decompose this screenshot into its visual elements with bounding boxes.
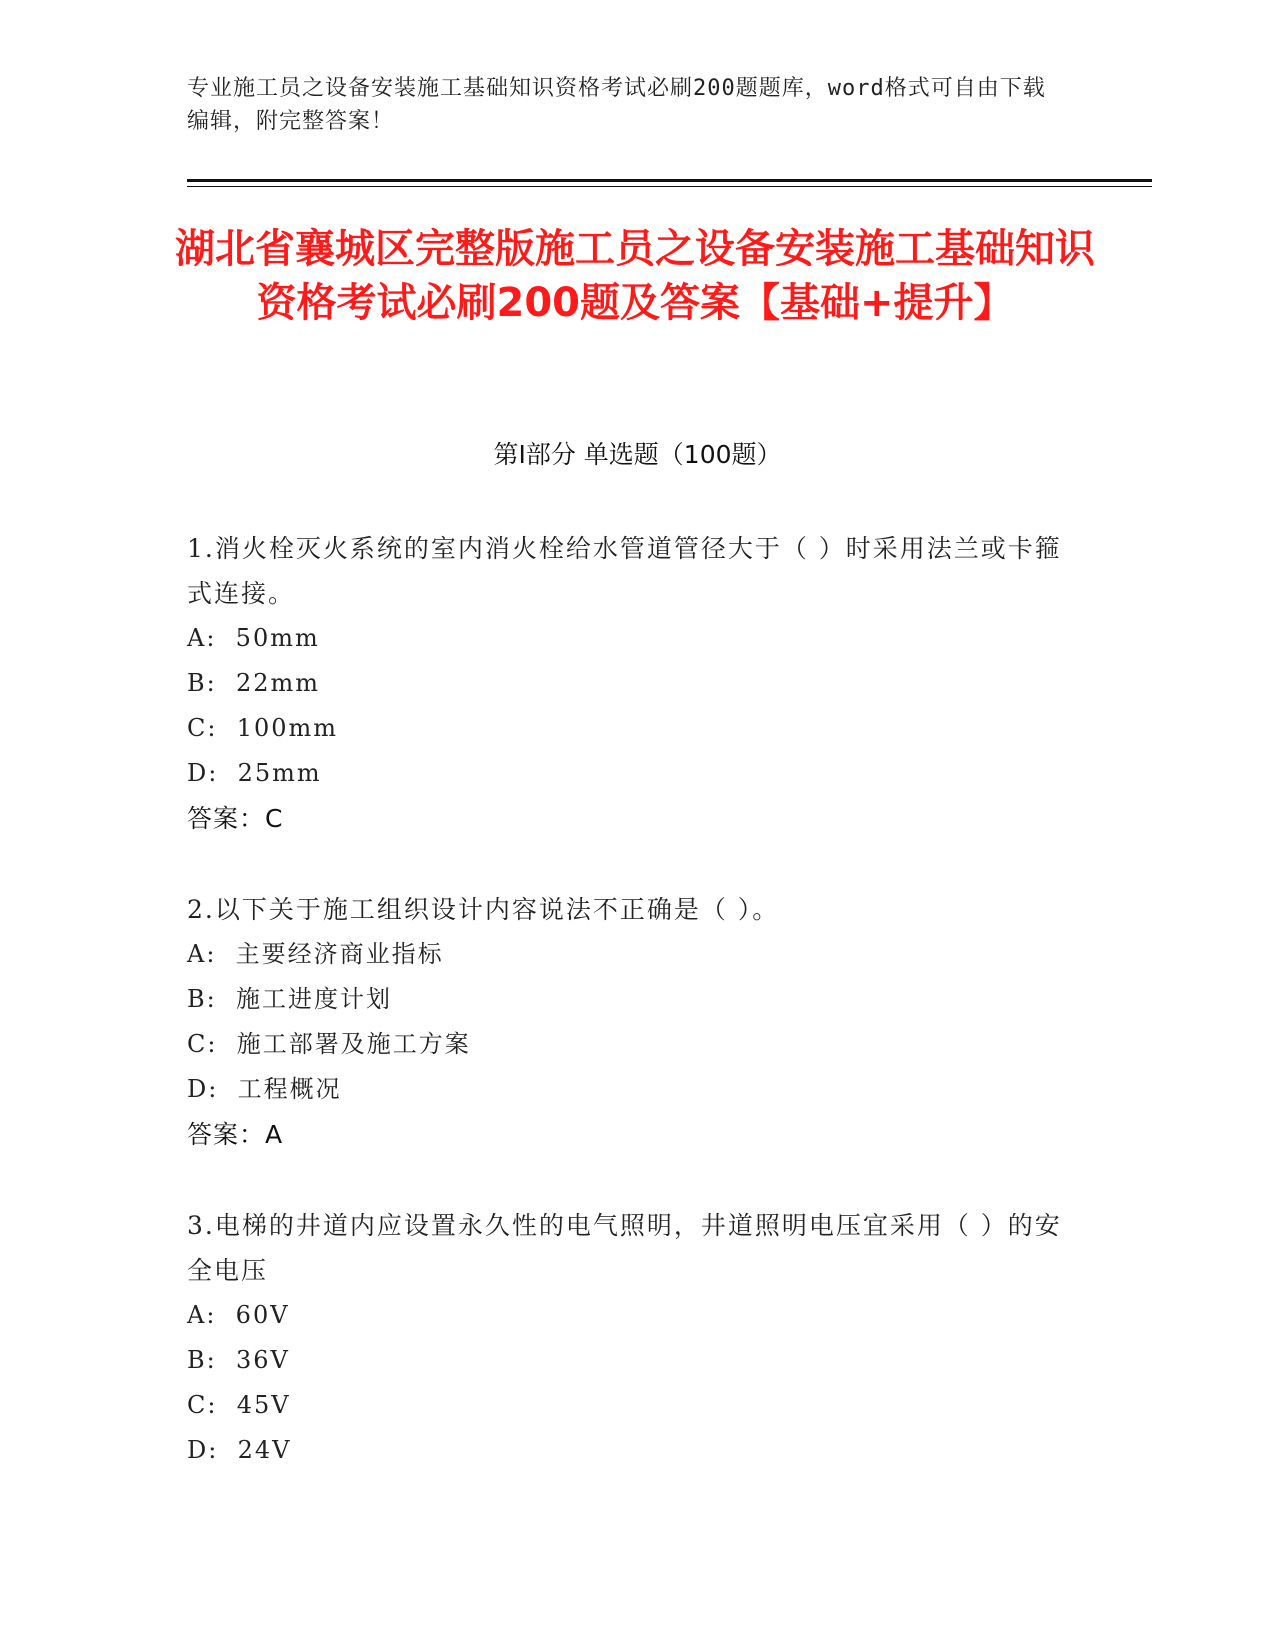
section-heading: 第Ⅰ部分 单选题（100题） (493, 440, 782, 469)
question-option-b: B: 36V (187, 1346, 290, 1374)
question-option-a: A: 60V (187, 1301, 290, 1329)
question-option-b: B: 施工进度计划 (187, 985, 392, 1013)
question-option-c: C: 45V (187, 1391, 291, 1419)
question-answer: 答案：A (187, 1120, 284, 1149)
question-option-d: D: 25mm (187, 759, 322, 787)
question-option-d: D: 24V (187, 1436, 292, 1464)
question-list (187, 526, 1087, 1519)
header-note: 专业施工员之设备安装施工基础知识资格考试必刷200题题库，word格式可自由下载编辑，附完整答案！ (187, 76, 1046, 134)
question-stem: 1.消火栓灭火系统的室内消火栓给水管道管径大于（ ）时采用法兰或卡箍式连接。 (187, 534, 1062, 608)
document-title: 湖北省襄城区完整版施工员之设备安装施工基础知识资格考试必刷200题及答案【基础+提升】 (175, 226, 1095, 326)
question-answer: 答案：C (187, 804, 284, 833)
header-divider-thin (187, 186, 1152, 187)
question-item (187, 1203, 1087, 1473)
question-option-d: D: 工程概况 (187, 1075, 342, 1103)
question-item (187, 526, 1087, 841)
question-option-c: C: 施工部署及施工方案 (187, 1030, 471, 1058)
question-stem: 2.以下关于施工组织设计内容说法不正确是（ ）。 (187, 895, 780, 924)
question-option-a: A: 主要经济商业指标 (187, 940, 444, 968)
header-divider-thick (187, 179, 1152, 182)
question-option-c: C: 100mm (187, 714, 339, 742)
question-stem: 3.电梯的井道内应设置永久性的电气照明，井道照明电压宜采用（ ）的安全电压 (187, 1211, 1062, 1285)
question-option-a: A: 50mm (187, 624, 320, 652)
question-option-b: B: 22mm (187, 669, 321, 697)
question-item (187, 887, 1087, 1157)
